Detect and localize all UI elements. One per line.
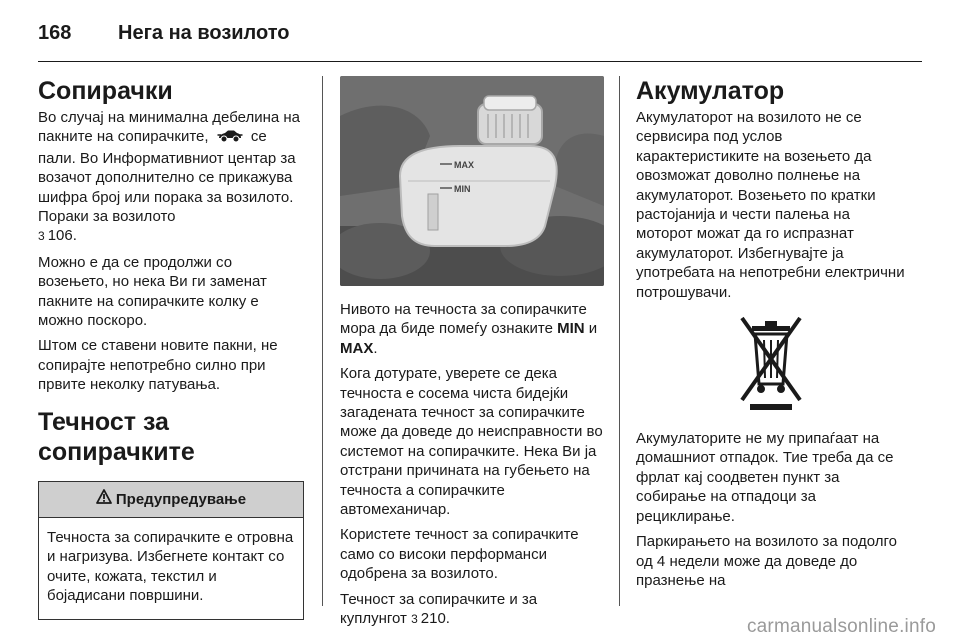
page-ref-link[interactable]: 210. [420, 610, 450, 628]
battery-paragraph-2: Акумулаторите не му припаѓаат на домашниот отпадок. Тие треба да се фрлат кај соодветен пункт за собирање на отпадоци за рециклирање. [636, 430, 894, 525]
battery-paragraph-3: Паркирањето на возилото за подолго од 4 недели може да доведе до празнење на [636, 533, 898, 589]
section-heading-brakes: Сопирачки [38, 77, 173, 105]
brake-fluid-reservoir-photo [340, 76, 604, 286]
brakes-paragraph-2: Можно е да се продолжи со возењето, но нека Ви ги заменат пакните на сопирачките колку е можно поскоро. [38, 253, 267, 330]
brakes-paragraph-1: Во случај на минимална дебелина на пакните на сопирачките, се пали. Во Информативниот центар за возачот дополнително се прикажува шифра број или порака за возилото. Пораки за возилото 3 106. [38, 108, 304, 247]
section-heading-brake-fluid: Течност за сопирачките [38, 407, 195, 466]
photo-label-max: MAX [454, 160, 474, 170]
battery-paragraph-1: Акумулаторот на возилото не се сервисира под услов карактеристиките на возењето да овозможат доволно полнење на акумулаторот. Возењето по кратки растојанија и чести палења на моторот можат да го испразнат акумулаторот. Избегнувајте ја употребата на непотребни електрични потрошувачи. [636, 109, 905, 301]
section-heading-battery: Акумулатор [636, 77, 785, 105]
brakes-paragraph-3: Штом се ставени новите пакни, не сопирајте непотребно силно при првите неколку патувања. [38, 337, 278, 394]
page-ref-arrow: 3 [38, 229, 45, 244]
column-divider-2 [619, 76, 620, 606]
watermark: carmanualsonline.info [746, 616, 936, 637]
min-mark: MIN [557, 320, 585, 338]
column-brakes [38, 76, 304, 620]
page-ref-arrow: 3 [411, 612, 418, 627]
fluid-paragraph-4: Течност за сопирачките и за куплунгот 3 210. [340, 590, 604, 630]
page-header [38, 18, 922, 62]
max-mark: MAX [340, 339, 374, 357]
chapter-title: Нега на возилото [118, 22, 290, 44]
crossed-out-bin-icon [736, 312, 806, 417]
warning-text: Течноста за сопирачките е отровна и нагризува. Избегнете контакт со очите, кожата, текстил и бојадисани површини. [47, 528, 294, 604]
photo-label-min: MIN [454, 184, 471, 194]
warning-box [38, 481, 304, 621]
fluid-paragraph-3: Користете течност за сопирачките само со високи перформанси одобрена за возилото. [340, 526, 579, 583]
brake-warning-car-icon [217, 129, 243, 148]
warning-header [39, 482, 303, 518]
column-battery [636, 76, 906, 596]
fluid-paragraph-2: Кога дотурате, уверете се дека течноста е сосема чиста бидејќи загадената течност за сопирачките може да доведе до неисправности во системот на сопирачките. Нека Ви ја отстрани причината на губењето на течноста а сопирачките автомеханичар. [340, 365, 603, 519]
warning-title: Предупредување [115, 490, 247, 508]
page-ref-link[interactable]: 106. [47, 227, 77, 245]
column-brake-fluid [340, 76, 604, 636]
fluid-level-caption: Нивото на течноста за сопирачките мора да биде помеѓу ознаките MIN и MAX. [340, 301, 598, 357]
column-divider-1 [322, 76, 323, 606]
page-number: 168 [38, 22, 72, 44]
warning-triangle-icon [96, 489, 112, 509]
warning-body [39, 518, 303, 620]
